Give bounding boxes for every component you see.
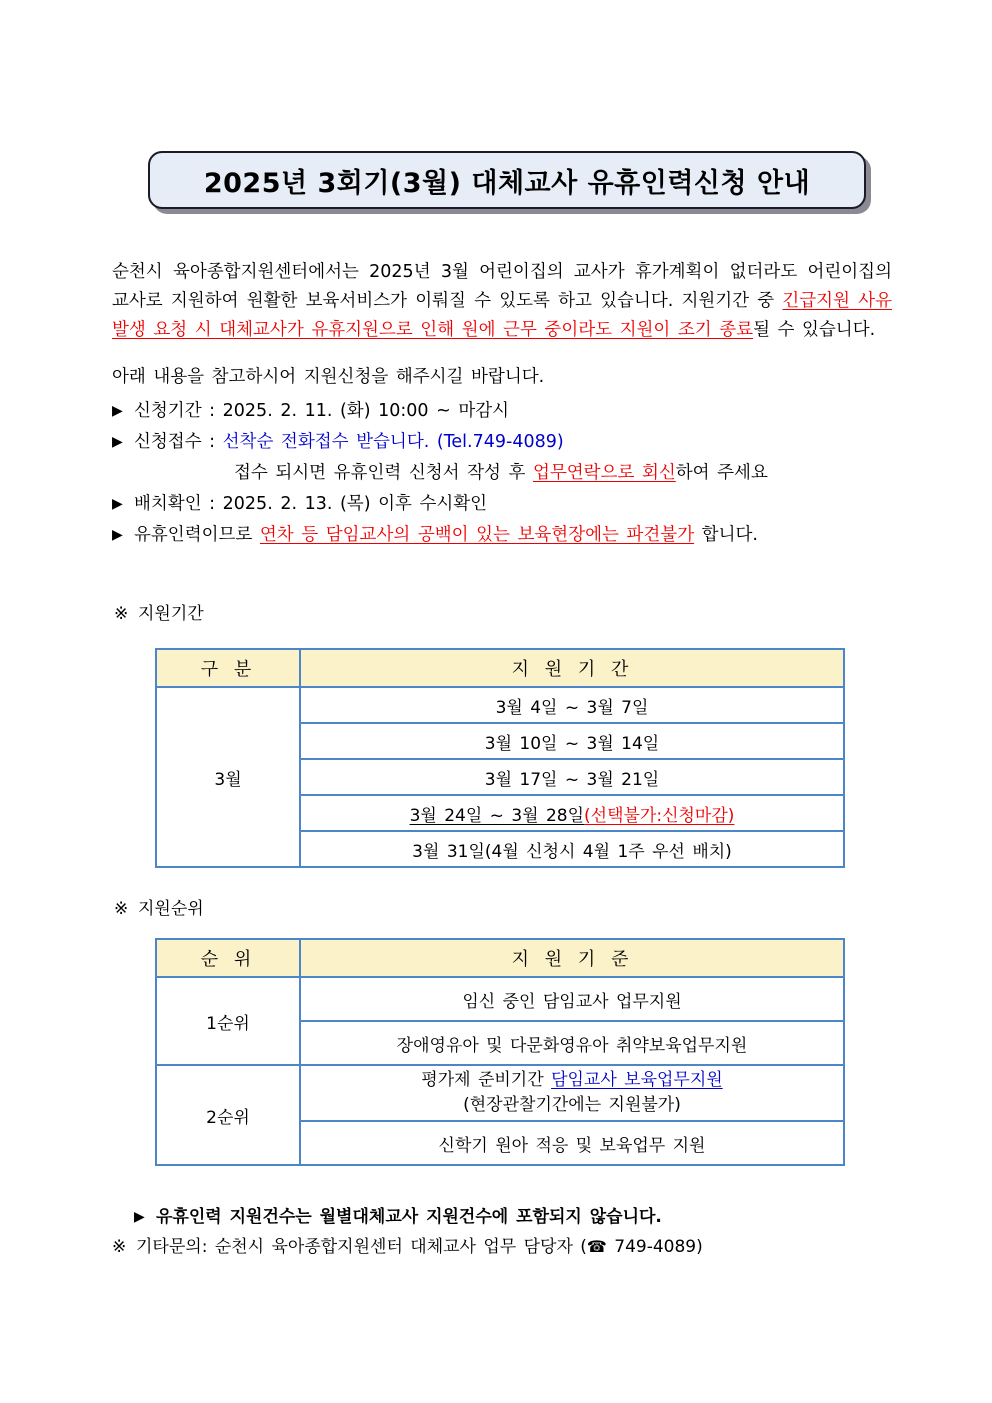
intro-text-part1: 순천시 육아종합지원센터에서는 2025년 3월 어린이집의 교사가 휴가계획이 없더라도 어린이집의 교사로 지원하여 원활한 보육서비스가 이뤄질 수 있도록 하고 있습니다. 지원기간 중 [112,262,892,311]
intro-text-part3: 될 수 있습니다. [753,320,876,340]
body-content [112,258,892,551]
footer-contact [112,1232,892,1262]
bullet-marker-icon: ▶ [112,403,123,419]
footer-contact-phone: 749-4089) [606,1237,703,1257]
criteria-prefix: 평가제 준비기간 [421,1070,552,1090]
cell-criteria-1-1: 임신 중인 담임교사 업무지원 [300,977,844,1021]
table-head [156,649,844,687]
restriction-part1: 유휴인력이므로 [134,525,260,545]
list-item-application-reception [112,427,892,458]
cell-month-label: 3월 [156,687,300,867]
bullet-marker-icon: ▶ [112,496,123,512]
criteria-highlight: 담임교사 보육업무지원 [551,1070,723,1090]
bullet-value: 2025. 2. 13. (목) 이후 수시확인 [222,494,488,514]
column-header-rank: 순 위 [156,939,300,977]
bullet-label: 신청기간 : [134,401,223,421]
cell-rank-2: 2순위 [156,1065,300,1165]
table-body [156,687,844,867]
title-banner [148,151,866,209]
table-header-row [156,649,844,687]
footer-note-count [112,1202,892,1232]
cell-period-4 [300,795,844,831]
restriction-part3: 합니다. [694,525,758,545]
bullet-marker-icon: ▶ [112,527,123,543]
lead-instruction: 아래 내용을 참고하시어 지원신청을 해주시길 바랍니다. [112,367,545,387]
cell-criteria-2-1 [300,1065,844,1121]
footer-contact-label: 기타문의: 순천시 육아종합지원센터 대체교사 업무 담당자 ( [136,1237,587,1257]
section-label: 지원기간 [138,604,204,624]
reference-mark-icon: ※ [114,899,129,919]
criteria-subnote: (현장관찰기간에는 지원불가) [463,1095,681,1115]
cell-period-3: 3월 17일 ~ 3월 21일 [300,759,844,795]
table-body [156,977,844,1165]
cell-period-4-date: 3월 24일 ~ 3월 28일 [409,805,585,826]
support-period-table [155,648,845,868]
title-banner-box [148,151,866,209]
subnote-part3: 하여 주세요 [675,463,768,483]
footer-note-text: 유휴인력 지원건수는 월별대체교사 지원건수에 포함되지 않습니다. [156,1207,662,1227]
table-row [156,687,844,723]
table-head [156,939,844,977]
column-header-period: 지 원 기 간 [300,649,844,687]
subnote-part1: 접수 되시면 유휴인력 신청서 작성 후 [234,463,533,483]
list-item-application-period [112,396,892,427]
column-header-division: 구 분 [156,649,300,687]
table-row [156,977,844,1021]
cell-period-4-note: (선택불가:신청마감) [584,805,735,826]
cell-rank-1: 1순위 [156,977,300,1065]
intro-text-emphasis: 긴급지원 사유발생 요청 시 대체교사가 유휴지원으로 인해 원에 근무 중이라도 지원이 조기 종료 [112,291,892,340]
column-header-criteria: 지 원 기 준 [300,939,844,977]
table-header-row [156,939,844,977]
footer-notes [112,1202,892,1262]
bullet-value: 2025. 2. 11. (화) 10:00 ~ 마감시 [222,401,510,421]
bullet-list [112,396,892,551]
section-label: 지원순위 [138,899,204,919]
support-priority-table [155,938,845,1166]
cell-period-2: 3월 10일 ~ 3월 14일 [300,723,844,759]
cell-period-5: 3월 31일(4월 신청시 4월 1주 우선 배치) [300,831,844,867]
reference-mark-icon: ※ [112,1237,127,1257]
page-title: 2025년 3회기(3월) 대체교사 유휴인력신청 안내 [203,167,811,199]
reference-mark-icon: ※ [114,604,129,624]
section-heading-support-priority [114,896,204,922]
cell-period-1: 3월 4일 ~ 3월 7일 [300,687,844,723]
cell-criteria-1-2: 장애영유아 및 다문화영유아 취약보육업무지원 [300,1021,844,1065]
bullet-value-phone: 선착순 전화접수 받습니다. (Tel.749-4089) [222,432,564,452]
bullet-label: 배치확인 : [134,494,223,514]
telephone-icon: ☎ [586,1237,607,1256]
restriction-emphasis: 연차 등 담임교사의 공백이 있는 보육현장에는 파견불가 [259,525,695,545]
table-row [156,1065,844,1121]
bullet-marker-icon: ▶ [112,434,123,450]
list-item-placement-check [112,489,892,520]
intro-paragraph [112,258,892,345]
cell-criteria-2-2: 신학기 원아 적응 및 보육업무 지원 [300,1121,844,1165]
bullet-label: 신청접수 : [134,432,223,452]
reception-subnote [112,458,892,489]
section-heading-support-period [114,601,204,627]
bullet-marker-icon: ▶ [134,1209,145,1225]
list-item-dispatch-restriction [112,520,892,551]
subnote-emphasis: 업무연락으로 회신 [532,463,676,483]
